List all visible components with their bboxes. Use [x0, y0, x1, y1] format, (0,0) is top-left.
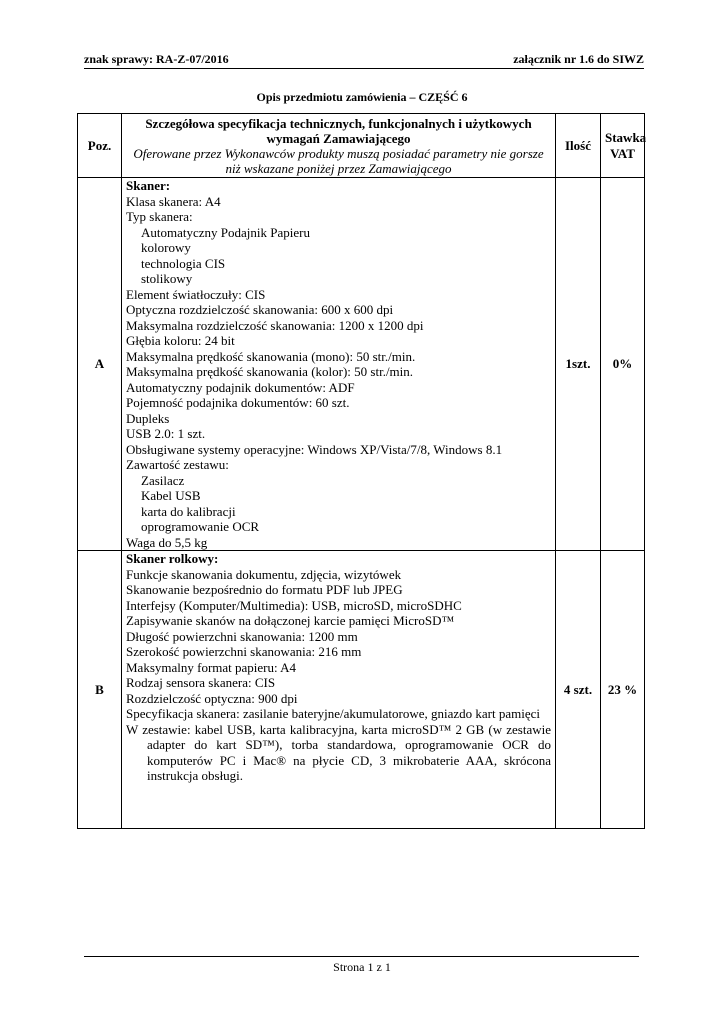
item-a-line: technologia CIS — [141, 255, 226, 271]
item-b-title: Skaner rolkowy: — [126, 551, 219, 566]
item-b-vat: 23 % — [601, 551, 645, 829]
item-a-line: Głębia koloru: 24 bit — [126, 333, 235, 348]
item-a-line: Element światłoczuły: CIS — [126, 286, 266, 302]
item-b-line: Rodzaj sensora skanera: CIS — [126, 675, 276, 690]
col-header-pos: Poz. — [78, 114, 122, 178]
col-header-vat — [601, 114, 645, 178]
page-number: Strona 1 z 1 — [333, 960, 391, 974]
item-a-line: Zawartość zestawu: — [126, 457, 229, 472]
item-a-line: Pojemność podajnika dokumentów: 60 szt. — [126, 395, 350, 410]
item-a-line: Automatyczny Podajnik Papieru — [141, 224, 310, 240]
item-b-line: Interfejsy (Komputer/Multimedia): USB, microSD, microSDHC — [126, 597, 462, 613]
item-a-line: Dupleks — [126, 410, 170, 426]
page-header — [84, 52, 644, 69]
item-a-line: Maksymalna prędkość skanowania (kolor): 50 str./min. — [126, 364, 414, 379]
spec-header-line2: wymagań Zamawiającego — [266, 130, 411, 146]
document-title: Opis przedmiotu zamówienia – CZĘŚĆ 6 — [256, 90, 468, 104]
item-a-line: Typ skanera: — [126, 209, 193, 224]
case-number: znak sprawy: RA-Z-07/2016 — [84, 52, 229, 66]
footer-divider — [84, 956, 639, 957]
col-header-qty: Ilość — [556, 114, 601, 178]
spec-header-line1: Szczegółowa specyfikacja technicznych, funkcjonalnych i użytkowych — [145, 115, 532, 131]
item-a-line: oprogramowanie OCR — [141, 519, 260, 534]
table-row — [78, 178, 645, 551]
item-b-line: Specyfikacja skanera: zasilanie bateryjne/akumulatorowe, gniazdo kart pamięci — [126, 706, 541, 721]
item-b-line: Maksymalny format papieru: A4 — [126, 659, 297, 675]
item-b-qty: 4 szt. — [556, 551, 601, 829]
item-b-pos: B — [78, 551, 122, 829]
item-a-line: Automatyczny podajnik dokumentów: ADF — [126, 379, 355, 395]
item-b-line: Funkcje skanowania dokumentu, zdjęcia, wizytówek — [126, 566, 402, 582]
item-b-line: W zestawie: kabel USB, karta kalibracyjna, karta microSD™ 2 GB (w zestawie adapter do kart SD™), torba standardowa, oprogramowanie OCR do komputerów PC i Mac® na płycie CD, 3 mikrobaterie AAA, skrócona instrukcja obsługi. — [126, 721, 551, 783]
table-header-row — [78, 114, 645, 178]
vat-header-line1: Stawka — [605, 130, 647, 145]
spec-header-note: Oferowane przez Wykonawców produkty muszą posiadać parametry nie gorsze niż wskazane poniżej przez Zamawiającego — [133, 145, 544, 176]
item-a-line: Kabel USB — [141, 488, 201, 503]
item-a-pos: A — [78, 178, 122, 551]
item-b-line: Rozdzielczość optyczna: 900 dpi — [126, 690, 298, 706]
item-a-line: USB 2.0: 1 szt. — [126, 426, 206, 441]
vat-header-line2: VAT — [610, 145, 635, 161]
col-header-spec — [122, 114, 556, 178]
item-b-description — [122, 551, 556, 829]
attachment-number: załącznik nr 1.6 do SIWZ — [513, 52, 644, 66]
item-a-line: Zasilacz — [141, 472, 185, 488]
item-b-line: Szerokość powierzchni skanowania: 216 mm — [126, 644, 362, 659]
item-b-line: Skanowanie bezpośrednio do formatu PDF lub JPEG — [126, 582, 403, 597]
item-b-line: Zapisywanie skanów na dołączonej karcie pamięci MicroSD™ — [126, 613, 455, 628]
item-b-line: Długość powierzchni skanowania: 1200 mm — [126, 628, 358, 644]
item-a-line: karta do kalibracji — [141, 503, 236, 519]
item-a-line: Optyczna rozdzielczość skanowania: 600 x 600 dpi — [126, 302, 394, 317]
item-a-description — [122, 178, 556, 551]
item-a-title: Skaner: — [126, 178, 171, 193]
item-a-line: Waga do 5,5 kg — [126, 534, 208, 550]
item-a-line: stolikowy — [141, 271, 193, 286]
item-a-qty: 1szt. — [556, 178, 601, 551]
specification-table — [77, 113, 645, 829]
item-a-line: Klasa skanera: A4 — [126, 193, 221, 209]
item-a-line: Maksymalna prędkość skanowania (mono): 50 str./min. — [126, 348, 416, 364]
table-row — [78, 551, 645, 829]
item-a-line: Obsługiwane systemy operacyjne: Windows XP/Vista/7/8, Windows 8.1 — [126, 441, 503, 457]
item-a-line: Maksymalna rozdzielczość skanowania: 1200 x 1200 dpi — [126, 317, 424, 333]
item-a-line: kolorowy — [141, 240, 191, 255]
item-a-vat: 0% — [601, 178, 645, 551]
